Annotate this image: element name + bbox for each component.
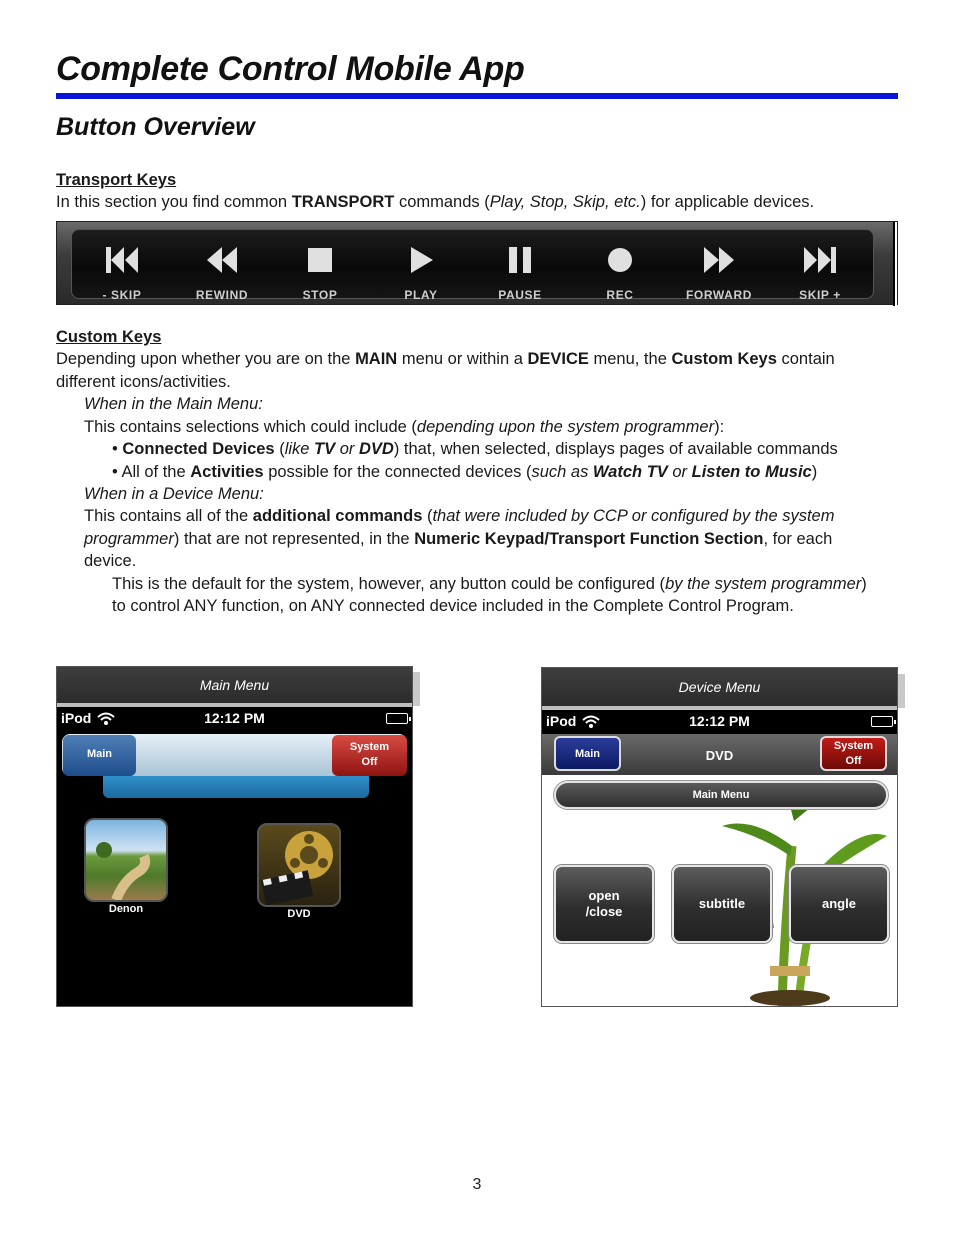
clock-label: 12:12 PM <box>204 710 265 726</box>
rewind-key[interactable] <box>179 230 265 300</box>
status-bar <box>57 707 412 731</box>
system-off-button[interactable] <box>820 736 887 771</box>
caption-shadow <box>412 672 420 706</box>
record-key[interactable] <box>577 230 663 300</box>
transport-intro: In this section you find common TRANSPORT commands (Play, Stop, Skip, etc.) for applicable devices. <box>56 193 815 211</box>
landscape-path-icon <box>86 820 166 900</box>
main-button[interactable]: Main <box>63 735 136 776</box>
device-menu-caption: Device Menu <box>542 668 897 708</box>
page-title: Complete Control Mobile App <box>56 50 525 88</box>
system-button-line1: System <box>349 741 390 753</box>
play-label: PLAY <box>404 288 438 302</box>
system-button-line2: Off <box>361 756 378 768</box>
bullet-connected-devices: • Connected Devices (like TV or DVD) that, when selected, displays pages of available commands <box>112 440 838 458</box>
angle-button[interactable]: angle <box>789 865 889 943</box>
pause-label: PAUSE <box>498 288 542 302</box>
pause-icon <box>477 242 563 278</box>
section-title: Button Overview <box>56 113 255 141</box>
carrier-label: iPod <box>61 710 92 726</box>
skip-forward-key[interactable] <box>777 230 863 300</box>
carrier-label: iPod <box>546 713 577 729</box>
main-menu-subheading: When in the Main Menu: <box>84 395 263 413</box>
play-icon <box>378 242 464 278</box>
stop-icon <box>277 242 363 278</box>
battery-icon <box>871 716 893 727</box>
main-button[interactable]: Main <box>554 736 621 771</box>
fast-forward-key[interactable] <box>676 230 762 300</box>
battery-icon <box>386 713 408 724</box>
skip-back-key[interactable] <box>79 230 165 300</box>
skip-forward-icon <box>777 242 863 278</box>
dvd-device-button[interactable] <box>257 823 341 907</box>
device-menu-screenshot <box>541 667 898 1007</box>
open-close-line1: open <box>588 888 620 903</box>
bullet-activities: • All of the Activities possible for the connected devices (such as Watch TV or Listen to Music) <box>112 463 818 481</box>
title-divider <box>56 93 898 99</box>
clock-label: 12:12 PM <box>689 713 750 729</box>
fast-forward-label: FORWARD <box>686 288 752 302</box>
film-reel-clapper-icon <box>259 825 339 905</box>
activity-tray <box>103 776 369 798</box>
main-menu-description: This contains selections which could include (depending upon the system programmer): <box>84 418 725 436</box>
transport-key-strip <box>71 229 874 302</box>
system-button-line1: System <box>833 740 874 752</box>
custom-keys-paragraph-line2: different icons/activities. <box>56 373 231 391</box>
device-title: DVD <box>705 748 734 763</box>
denon-label: Denon <box>108 903 144 915</box>
rewind-icon <box>179 242 265 278</box>
stop-key[interactable] <box>277 230 363 300</box>
record-icon <box>577 242 663 278</box>
record-label: REC <box>606 288 634 302</box>
device-menu-description-line2: programmer) that are not represented, in the Numeric Keypad/Transport Function Section, for each <box>84 530 833 548</box>
system-button-line2: Off <box>845 755 862 767</box>
device-menu-subheading: When in a Device Menu: <box>84 485 264 503</box>
main-menu-caption: Main Menu <box>57 667 412 705</box>
transport-bar-image <box>56 221 898 305</box>
main-menu-screenshot <box>56 666 413 1007</box>
fast-forward-icon <box>676 242 762 278</box>
device-menu-description-line1: This contains all of the additional commands (that were included by CCP or configured by the system <box>84 507 835 525</box>
transport-bar-edge <box>893 222 897 306</box>
main-menu-bar-button[interactable]: Main Menu <box>554 781 888 809</box>
pause-key[interactable] <box>477 230 563 300</box>
denon-device-button[interactable] <box>84 818 168 902</box>
subtitle-button[interactable]: subtitle <box>672 865 772 943</box>
default-note-line2: to control ANY function, on ANY connected device included in the Complete Control Program. <box>112 597 794 615</box>
transport-keys-heading: Transport Keys <box>56 171 177 189</box>
open-close-line2: /close <box>585 904 623 919</box>
play-key[interactable] <box>378 230 464 300</box>
caption-shadow <box>897 674 905 708</box>
system-off-button[interactable] <box>332 735 407 776</box>
open-close-button[interactable] <box>554 865 654 943</box>
stop-label: STOP <box>302 288 338 302</box>
page-number: 3 <box>472 1176 482 1193</box>
skip-forward-label: SKIP + <box>799 288 841 302</box>
custom-keys-heading: Custom Keys <box>56 328 162 346</box>
custom-keys-paragraph-line1: Depending upon whether you are on the MAIN menu or within a DEVICE menu, the Custom Keys contain <box>56 350 835 368</box>
skip-back-icon <box>79 242 165 278</box>
default-note-line1: This is the default for the system, however, any button could be configured (by the system programmer) <box>112 575 867 593</box>
dvd-label: DVD <box>287 908 311 920</box>
skip-back-label: - SKIP <box>102 288 142 302</box>
device-menu-description-line3: device. <box>84 552 137 570</box>
status-bar <box>542 710 897 734</box>
rewind-label: REWIND <box>195 288 249 302</box>
